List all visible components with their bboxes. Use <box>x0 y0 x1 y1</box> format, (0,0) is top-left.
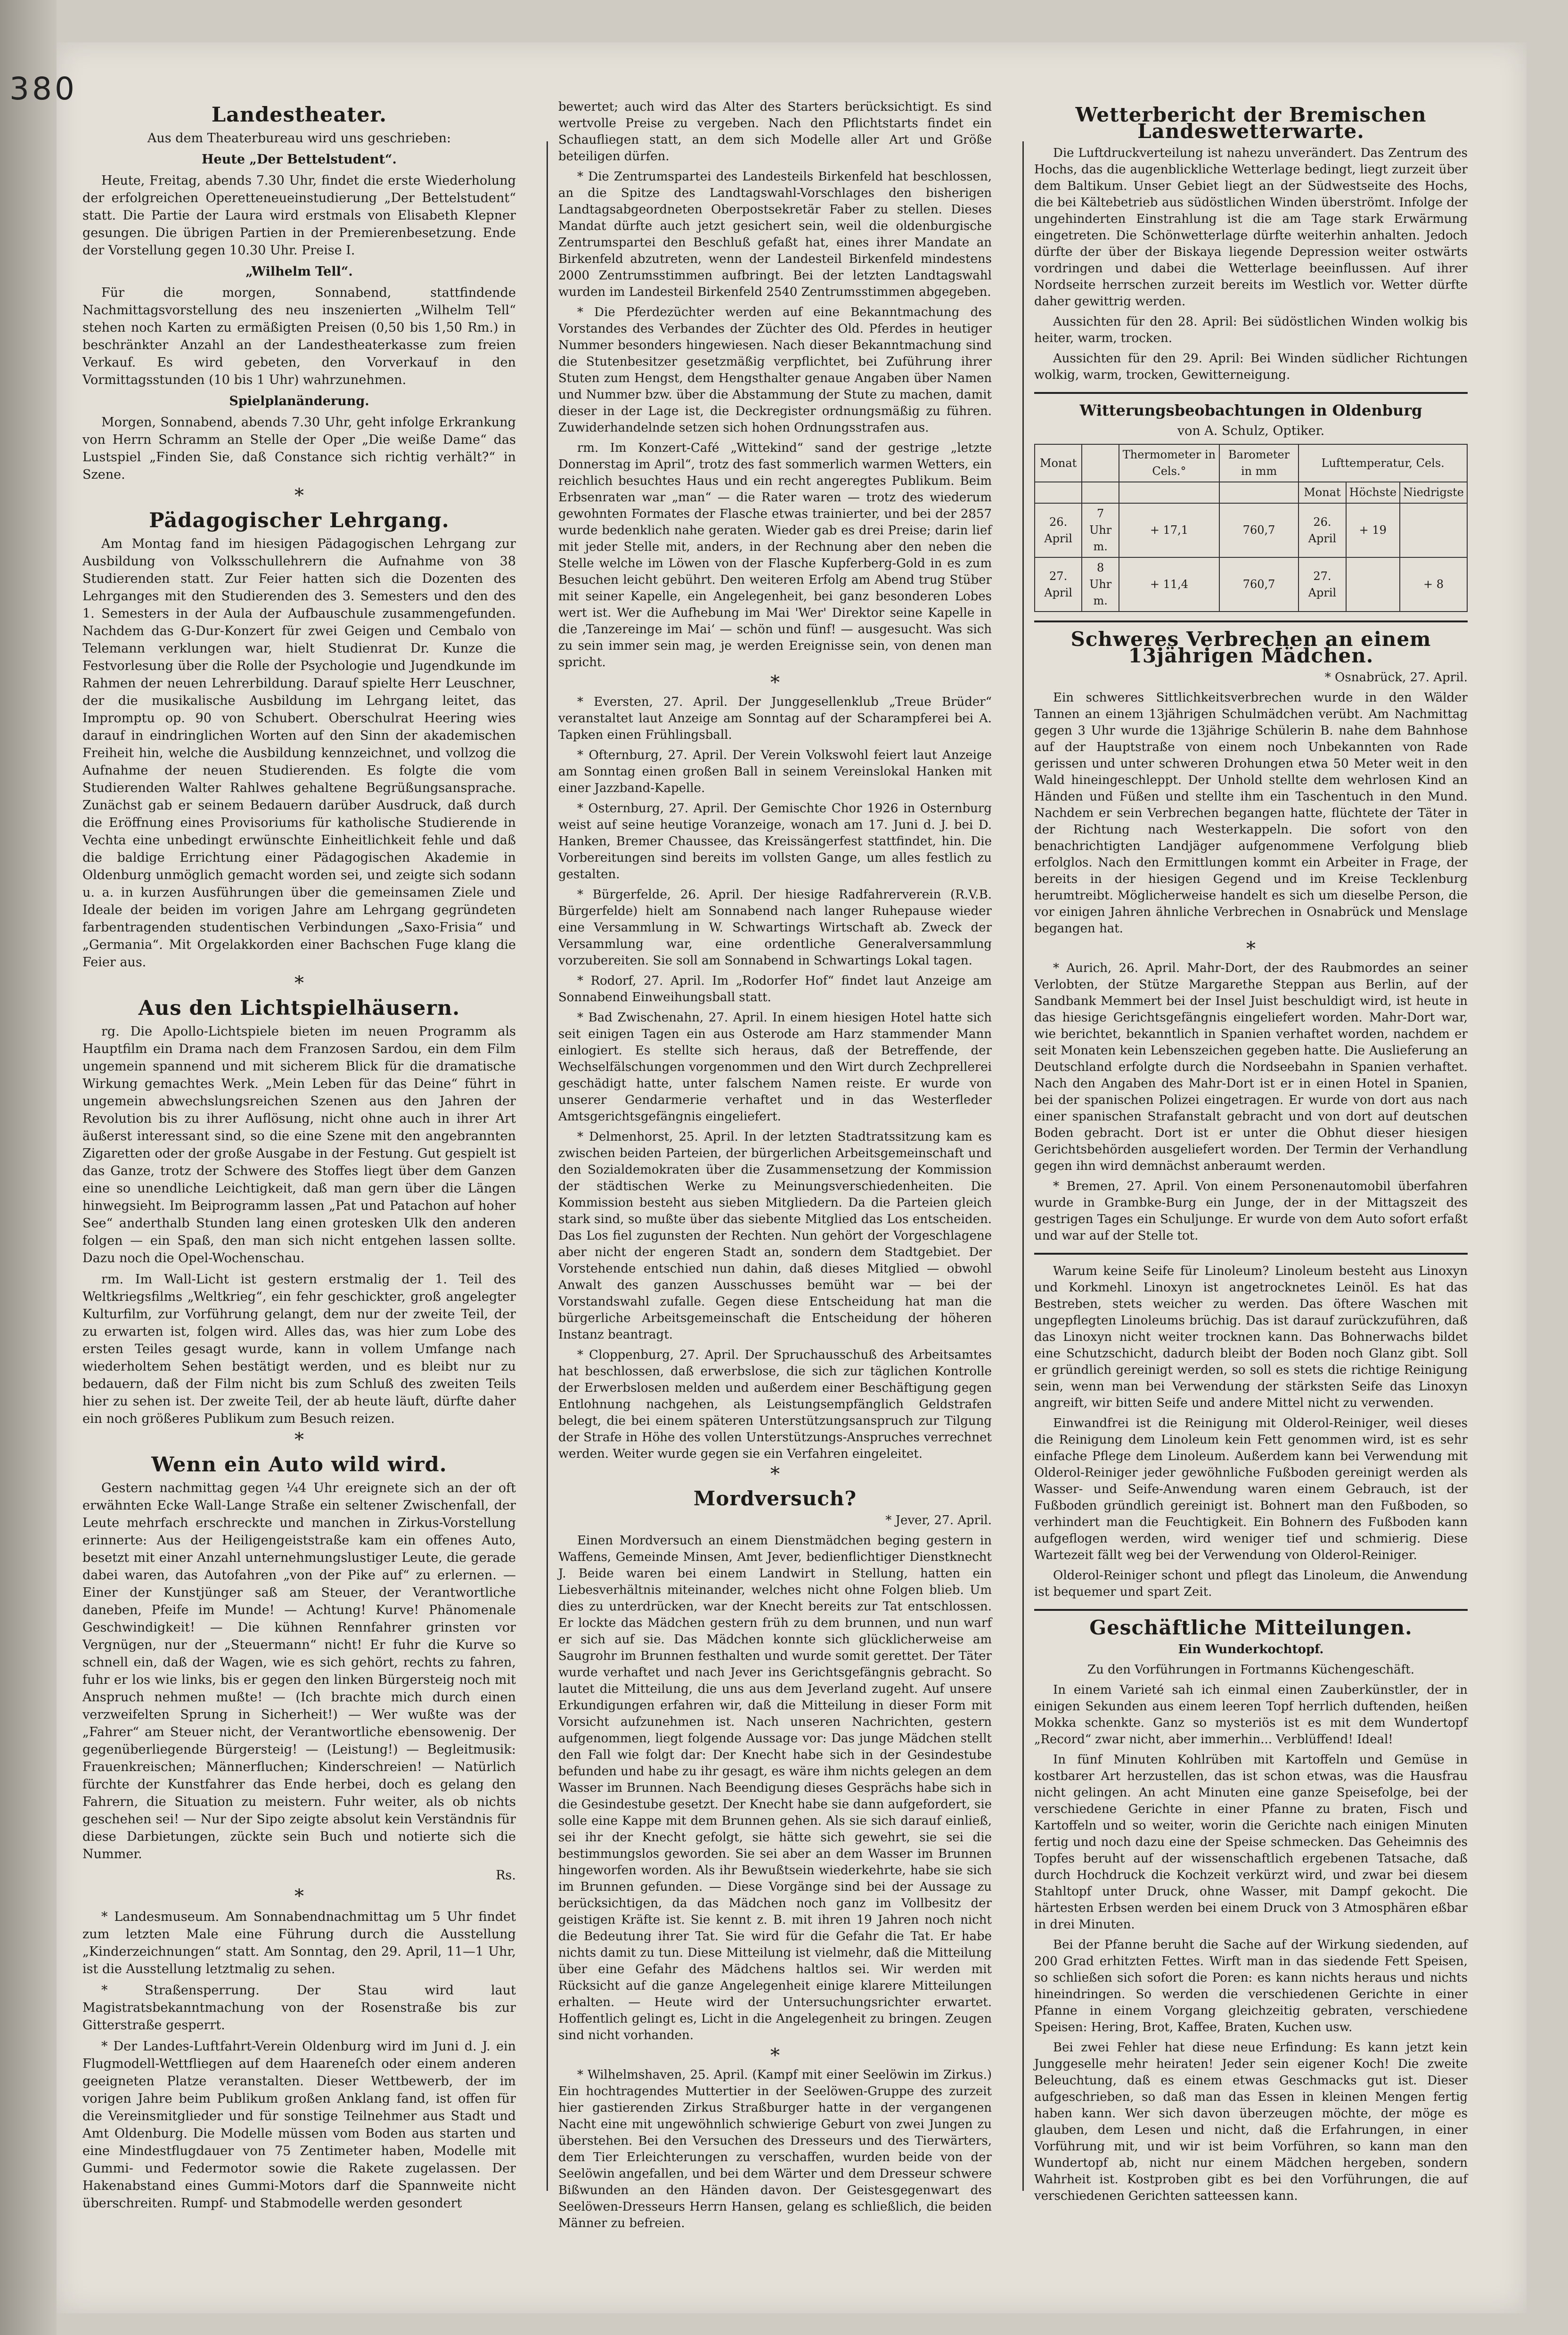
paragraph: * Der Landes-Luftfahrt-Verein Oldenburg wird im Juni d. J. ein Flugmodell-Wettfliegen auf dem Haareneſch oder einem anderen geeigneten Platze veranstalten. Dieser Wettbewerb, der im vorigen Jahre beim Publikum großen Anklang fand, ist offen für die Vereinsmitglieder und für sonstige Teilnehmer aus Stadt und Amt Oldenburg. Die Modelle müssen vom Boden aus starten und eine Mindestflugdauer von 75 Zentimeter haben, Modelle mit Gummi- und Federmotor sowie die Rakete zugelassen. Der Hakenabstand eines Gummi-Motors darf die Spannweite nicht überschreiten. Rumpf- und Stabmodelle werden gesondert <box>82 2039 516 2211</box>
news-item: * Osternburg, 27. April. Der Gemischte Chor 1926 in Osternburg weist auf seine heutige Voranzeige, wonach am 17. Juni d. J. bei D. Hanken, Bremer Chaussee, das Kreissängerfest stattfindet, hin. Die Vorbereitungen sind bereits im vollsten Gange, um alles festlich zu gestalten. <box>558 801 992 882</box>
paragraph: rg. Die Apollo-Lichtspiele bieten im neuen Programm als Hauptfilm ein Drama nach dem Franzosen Sardou, ein dem Film ungemein spannend und mit sicherem Blick für die dramatische Wirkung gemachtes Werk. „Mein Leben für das Deine“ führt in ungemein abwechslungsreichen Szenen aus den Jahren der Revolution bis zu ihrer Auflösung, nicht ohne auch in ihrer Art äußerst interessant sind, so die eine Szene mit den angebrannten Zigaretten oder der große Ausgabe in der Festung. Gut gespielt ist das Ganze, trotz der Schwere des Stoffes liegt über dem Ganzen eine so unendliche Leichtigkeit, daß man gern über die Längen hinwegsieht. Im Beiprogramm lassen „Pat und Patachon auf hoher See“ anderthalb Stunden lang einen grotesken Ulk den anderen folgen — ein Spaß, den man sich nicht entgehen lassen sollte. Dazu noch die Opel-Wochenschau. <box>82 1024 516 1265</box>
table-cell: 27. April <box>1035 557 1082 612</box>
paragraph: Morgen, Sonnabend, abends 7.30 Uhr, geht infolge Erkrankung von Herrn Schramm an Stelle der Oper „Die weiße Dame“ das Lustspiel „Finden Sie, daß Constance sich richtig verhält?“ in Szene. <box>82 415 516 482</box>
separator-star: * <box>294 1886 304 1907</box>
author-sign: Rs. <box>496 1868 516 1883</box>
news-item: * Rodorf, 27. April. Im „Rodorfer Hof“ findet laut Anzeige am Sonnabend Einweihungsball statt. <box>558 974 992 1004</box>
subhead: Heute „Der Bettelstudent“. <box>202 152 397 167</box>
scan-edge <box>0 0 57 2335</box>
subhead: Spielplanänderung. <box>229 394 369 408</box>
news-item: * Wilhelmshaven, 25. April. (Kampf mit einer Seelöwin im Zirkus.) Ein hochtragendes Muttertier in der Seelöwen-Gruppe des zurzeit hier gastierenden Zirkus Straßburger hatte in der vergangenen Nacht eine mit ungewöhnlich schwierige Geburt von zwei Jungen zu überstehen. Bei den Versuchen des Dresseurs und des Tierwärters, dem Tier Erleichterungen zu verschaffen, wurden beide von der Seelöwin angefallen, und bei dem Wärter und dem Dresseur schwere Bißwunden an den Händen davon. Der Geistesgegenwart des Seelöwen-Dresseurs Herrn Hansen, gelang es schließlich, die beiden Männer zu befreien. <box>558 2068 992 2230</box>
page-number: 380 <box>9 71 77 107</box>
paragraph: In einem Varieté sah ich einmal einen Zauberkünstler, der in einigen Sekunden aus einem leeren Topf herrlich duftenden, heißen Mokka schenkte. Ganz so mysteriös ist es mit dem Wundertopf „Record“ zwar nicht, aber immerhin... Verblüffend! Ideal! <box>1034 1683 1468 1747</box>
paragraph: * Landesmuseum. Am Sonnabendnachmittag um 5 Uhr findet zum letzten Male eine Führung durch die Ausstellung „Kinderzeichnungen“ statt. Am Sonntag, den 29. April, 11—1 Uhr, ist die Ausstellung letztmalig zu sehen. <box>82 1910 516 1976</box>
horizontal-rule <box>1034 1253 1468 1255</box>
news-item: * Eversten, 27. April. Der Junggesellenklub „Treue Brüder“ veranstaltet laut Anzeige am Sonntag auf der Scharampferei bei A. Tapken einen Frühlingsball. <box>558 695 992 742</box>
separator-star: * <box>294 972 304 994</box>
article-intro: Aus dem Theaterbureau wird uns geschrieben: <box>147 131 451 146</box>
weather-table <box>1034 444 1468 612</box>
news-item: * Bürgerfelde, 26. April. Der hiesige Radfahrerverein (R.V.B. Bürgerfelde) hielt am Sonnabend nach langer Ruhepause wieder eine Versammlung in W. Schwartings Wirtschaft ab. Zweck der Versammlung war, eine ordentliche Generalversammlung vorzubereiten. Sie soll am Sonnabend in Schwartings Lokal tagen. <box>558 888 992 968</box>
paragraph: Für die morgen, Sonnabend, stattfindende Nachmittagsvorstellung des neu inszenierten „Wilhelm Tell“ stehen noch Karten zu ermäßigten Preisen (0,50 bis 1,50 Rm.) in beschränkter Anzahl an der Landestheaterkasse zum freien Verkauf. Es wird gebeten, den Vorverkauf in den Vormittagsstunden (10 bis 1 Uhr) wahrzunehmen. <box>82 286 516 387</box>
table-header <box>1219 482 1299 503</box>
horizontal-rule <box>1034 620 1468 622</box>
table-header: Monat <box>1035 444 1082 482</box>
article-title-auto: Wenn ein Auto wild wird. <box>151 1453 447 1477</box>
horizontal-rule <box>1034 392 1468 394</box>
news-item: * Bad Zwischenahn, 27. April. In einem hiesigen Hotel hatte sich seit einigen Tagen ein aus Osterode am Harz stammender Mann einlogiert. Es stellte sich heraus, daß der Betreffende, der Wechselfälschungen vorgenommen und den Wirt durch Zechprellerei geschädigt hatte, unter falschem Namen reiste. Er wurde von unserer Gendarmerie verhaftet und in das Westerfleder Amtsgerichtsgefängnis eingeliefert. <box>558 1011 992 1124</box>
paragraph: In fünf Minuten Kohlrüben mit Kartoffeln und Gemüse in kostbarer Art herzustellen, das ist schon etwas, was die Hausfrau nicht gelingen. An acht Minuten eine ganze Speisefolge, bei der verschiedene Gerichte in einer Pfanne zu braten, Fisch und Kartoffeln und so weiter, worin die Gerichte nach einigen Minuten fertig und noch dazu eine der Speise schmecken. Das Geheimnis des Topfes beruht auf der wissenschaftlich ergebenen Tatsache, daß durch Hochdruck die Kochzeit verkürzt wird, und zwar bei diesem Stahltopf unter Druck, ohne Wasser, mit Dampf gekocht. Die härtesten Erbsen werden bei einem Druck von 3 Atmosphären eßbar in drei Minuten. <box>1034 1753 1468 1932</box>
news-item: * Ofternburg, 27. April. Der Verein Volkswohl feiert laut Anzeige am Sonntag einen großen Ball in seinem Vereinslokal Hanken mit einer Jazzband-Kapelle. <box>558 748 992 795</box>
table-cell: 26. April <box>1035 503 1082 557</box>
table-header: Höchste <box>1346 482 1400 503</box>
separator-star: * <box>770 2045 780 2066</box>
table-row <box>1035 503 1467 557</box>
paragraph: rm. Im Wall-Licht ist gestern erstmalig der 1. Teil des Weltkriegsfilms „Weltkrieg“, ein fehr geschickter, groß angelegter Kulturfilm, zur Vorführung gelangt, dem nur der zweite Teil, der zu erwarten ist, folgen wird. Alles das, was hier zum Lobe des ersten Teiles gesagt wurde, kann in vollem Umfange nach wiederholtem Sehen bestätigt werden, und es bleibt nur zu bedauern, daß der Film nicht bis zum Schluß des zweiten Teils hier zu sehen ist. Der zweite Teil, der ab heute läuft, dürfte daher ein noch größeres Publikum zum Besuch reizen. <box>82 1272 516 1426</box>
article-title-mord: Mordversuch? <box>693 1487 857 1510</box>
paragraph: Aussichten für den 28. April: Bei südöstlichen Winden wolkig bis heiter, warm, trocken. <box>1034 315 1468 345</box>
paragraph: Warum keine Seife für Linoleum? Linoleum besteht aus Linoxyn und Korkmehl. Linoxyn ist angetrocknetes Leinöl. Es hat das Bestreben, stets weicher zu werden. Das öftere Waschen mit ungepflegten Linoleums brüchig. Das ist darauf zurückzuführen, daß das Linoxyn nicht weiter trocknen kann. Das Bohnerwachs bildet eine Schutzschicht, dadurch bleibt der Boden noch Glanz gibt. Soll er gründlich gereinigt werden, so soll es stets die richtige Reinigung sein, wenn man bei Verwendung der stärksten Seife das Linoxyn angreift, wir bitten Seife und andere Mittel nicht zu verwenden. <box>1034 1264 1468 1410</box>
news-item: rm. Im Konzert-Café „Wittekind“ sand der gestrige „letzte Donnerstag im April“, trotz des fast sommerlich warmen Wetters, ein reichlich besuchtes Haus und ein recht angeregtes Publikum. Beim Erbsenraten war „man“ — die Rater waren — trotz des wiederum gewohnten Formates der Flasche etwas trainierter, und bei der 2857 wurde bedenklich nahe geraten. Wieder gab es drei Preise; darin lief mit jeder Stelle mit, anders, in der Rechnung aber den neben die Stelle welche im Löwen von der Flasche Kupferberg-Gold in es zum Besuchen leicht gebührt. Den weiteren Erfolg am Abend trug Stüber mit seiner Kapelle, ein Angelegenheit, bei ganz besonderen Lobes wert ist. Wer die Aufhebung im Mai 'Wer' Direktor seine Kapelle in die ‚Tanzereinge im Mai‘ — schön und fünf! — ausgesucht. Was sich zu sein immer sein mag, je werden Ereignisse sein, von denen man spricht. <box>558 441 992 669</box>
table-cell: 8 Uhr m. <box>1082 557 1119 612</box>
article-title-verbrechen: Schweres Verbrechen an einem 13jährigen Mädchen. <box>1070 628 1431 667</box>
separator-star: * <box>770 1463 780 1485</box>
table-cell: + 17,1 <box>1119 503 1219 557</box>
subhead: Zu den Vorführungen in Fortmanns Küchengeschäft. <box>1087 1663 1414 1677</box>
paragraph: Aussichten für den 29. April: Bei Winden südlicher Richtungen wolkig, warm, trocken, Gewitterneigung. <box>1034 351 1468 382</box>
column-rule <box>1022 141 1024 2191</box>
table-cell: 760,7 <box>1219 557 1299 612</box>
separator-star: * <box>770 672 780 694</box>
table-cell: + 11,4 <box>1119 557 1219 612</box>
paragraph: Gestern nachmittag gegen ¼4 Uhr ereignete sich an der oft erwähnten Ecke Wall-Lange Straße ein seltener Zwischenfall, der Leute mehrfach erschreckte und manchen in Zirkus-Vorstellung erinnerte: Aus der Heiligengeiststraße kam ein offenes Auto, besetzt mit einer Anzahl unternehmungslustiger Leute, die gerade dabei waren, das Autofahren „von der Pike auf“ zu erlernen. — Einer der Kunstjünger saß am Steuer, der Verantwortliche daneben, Pfeife im Munde! — Achtung! Kurve! Phänomenale Geschwindigkeit! — Die kühnen Rennfahrer grinsten vor Vergnügen, nur der „Steuermann“ nicht! Er fuhr die Kurve so schnell ein, daß der Wagen, wie es sich gehört, rechts zu fahren, fuhr er los wie links, bis er gegen den linken Bürgersteig noch mit Anspruch nehmen mußte! — (Ich brachte mich durch einen verzweifelten Sprung in Sicherheit!) — Wer wußte was der „Fahrer“ am Steuer nicht, der Verantwortliche ebensowenig. Der gegenüberliegende Bürgersteig! — (Leistung!) — Begleitmusik: Frauenkreischen; Männerfluchen; Kinderschreien! — Natürlich fürchte der Kunstfahrer das Ende herbei, doch es gelang den Fahrern, die Situation zu meistern. Fuhr weiter, als ob nichts geschehen sei! — Nur der Sipo zeigte absolut kein Verständnis für diese Darbietungen, zückte sein Buch und notierte sich die Nummer. <box>82 1481 516 1861</box>
news-item: * Die Zentrumspartei des Landesteils Birkenfeld hat beschlossen, an die Spitze des Landtagswahl-Vorschlages den bisherigen Landtagsabgeordneten Oberpostsekretär Faber zu stellen. Dieses Mandat dürfte auch jetzt gesichert sein, weil die oldenburgische Zentrumspartei den Beschluß gefaßt hat, eines ihrer Mandate an Birkenfeld abzutreten, wenn der Landesteil Birkenfeld mindestens 2000 Zentrumsstimmen aufbringt. Bei der letzten Landtagswahl wurden im Landesteil Birkenfeld 2540 Zentrumsstimmen abgegeben. <box>558 170 992 299</box>
news-item: * Cloppenburg, 27. April. Der Spruchausschuß des Arbeitsamtes hat beschlossen, daß erwerbslose, die sich zur täglichen Kontrolle der Erwerbslosen melden und außerdem einer Beschäftigung gegen Entlohnung nachgehen, als Leistungsempfänglich Geldstrafen belegt, die bei einem späteren Unterstützungsanspruch zur Tilgung der Strafe in Höhe des vollen Unterstützungs-Anspruches verrechnet werden. Weiter wurde gegen sie ein Verfahren eingeleitet. <box>558 1348 992 1461</box>
table-cell <box>1346 557 1400 612</box>
table-cell: 7 Uhr m. <box>1082 503 1119 557</box>
table-header: Lufttemperatur, Cels. <box>1298 444 1467 482</box>
paragraph: Heute, Freitag, abends 7.30 Uhr, findet die erste Wiederholung der erfolgreichen Operetteneueinstudierung „Der Bettelstudent“ statt. Die Partie der Laura wird erstmals von Elisabeth Klepner gesungen. Die übrigen Partien in der Premierenbesetzung. Ende der Vorstellung gegen 10.30 Uhr. Preise I. <box>82 173 516 258</box>
table-header-row <box>1035 444 1467 482</box>
separator-star: * <box>294 485 304 506</box>
column-2 <box>558 99 992 2236</box>
article-title-wetter: Wetterbericht der Bremischen Landeswetterwarte. <box>1075 103 1427 143</box>
table-cell: 26. April <box>1298 503 1346 557</box>
article-title-theater: Landestheater. <box>211 103 387 127</box>
paragraph: * Straßensperrung. Der Stau wird laut Magistratsbekanntmachung von der Rosenstraße bis zur Gitterstraße gesperrt. <box>82 1983 516 2033</box>
column-3 <box>1034 99 1468 2208</box>
news-item: * Bremen, 27. April. Von einem Personenautomobil überfahren wurde in Grambke-Burg ein Junge, der in der Mittagszeit des gestrigen Tages ein Schuljunge. Er wurde von dem Auto sofort erfaßt und war auf der Stelle tot. <box>1034 1179 1468 1243</box>
dateline: * Jever, 27. April. <box>885 1513 992 1527</box>
subhead: „Wilhelm Tell“. <box>245 264 353 279</box>
dateline: * Osnabrück, 27. April. <box>1324 670 1468 685</box>
article-title-kino: Aus den Lichtspielhäusern. <box>138 996 460 1020</box>
separator-star: * <box>1246 938 1256 960</box>
table-header: Niedrigste <box>1400 482 1467 503</box>
table-header <box>1082 444 1119 482</box>
article-title-lehrgang: Pädagogischer Lehrgang. <box>149 509 449 532</box>
paragraph: Am Montag fand im hiesigen Pädagogischen Lehrgang zur Ausbildung von Volksschullehrern die Aufnahme von 38 Studierenden statt. Zur Feier hatten sich die Dozenten des Lehrganges mit den Studierenden des 3. Semesters und den des 1. Semesters in der Aula der Aufbauschule zusammengefunden. Nachdem das G-Dur-Konzert für zwei Geigen und Cembalo von Telemann verklungen war, hielt Studienrat Dr. Kunze die Festvorlesung über die Rolle der Psychologie und Jugendkunde im Rahmen der neuen Lehrerbildung. Darauf spielte Herr Leuschner, der die musikalische Ausbildung im Lehrgang leitet, das Impromptu op. 90 von Schubert. Oberschulrat Heering wies darauf in eindringlichen Worten auf den Sinn der akademischen Freiheit hin, welche die Ausbildung kennzeichnet, und vollzog die Aufnahme der neuen Studierenden. Es folgte die vom Studierenden Walter Rahlwes gehaltene Begrüßungsansprache. Zunächst gab er seinem Bedauern darüber Ausdruck, daß durch die Eröffnung eines Provisoriums für katholische Studierende in Vechta eine unbedingt erwünschte Einheitlichkeit fehle und daß die baldige Errichtung einer Pädagogischen Akademie in Oldenburg unmöglich gemacht worden sei, und zeigte sich sodann u. a. in kurzen Ausführungen über die gemeinsamen Ziele und Ideale der beiden im vorigen Jahre am Lehrgang gegründeten farbentragenden studentischen Verbindungen „Saxo-Frisia“ und „Germania“. Mit Orgelakkorden einer Bachschen Fuge klang die Feier aus. <box>82 537 516 970</box>
table-cell: 760,7 <box>1219 503 1299 557</box>
byline: von A. Schulz, Optiker. <box>1177 424 1325 438</box>
paragraph: bewertet; auch wird das Alter des Starters berücksichtigt. Es sind wertvolle Preise zu vergeben. Nach den Pflichtstarts findet ein Schaufliegen statt, an dem sich Modelle aller Art und Größe beteiligen dürfen. <box>558 100 992 163</box>
table-subheader-row <box>1035 482 1467 503</box>
news-item: * Die Pferdezüchter werden auf eine Bekanntmachung des Vorstandes des Verbandes der Züchter des Old. Pferdes in heutiger Nummer besonders hingewiesen. Nach dieser Bekanntmachung sind die Stutenbesitzer gesetzmäßig verpflichtet, bei Zuführung ihrer Stuten zum Hengst, dem Hengsthalter genaue Angaben über Namen und Nummer bzw. über die Abstammung der Stute zu machen, damit dieser in der Lage ist, die Deckregister ordnungsmäßig zu führen. Zuwiderhandelnde setzen sich hohen Ordnungsstrafen aus. <box>558 305 992 435</box>
table-cell: 27. April <box>1298 557 1346 612</box>
table-cell: + 8 <box>1400 557 1467 612</box>
paragraph: Bei zwei Fehler hat diese neue Erfindung: Es kann jetzt kein Junggeselle mehr heiraten! Jeder sein eigener Koch! Die zweite Beleuchtung, daß es einem etwas Geschmacks gut ist. Dieser aufgeschrieben, so daß man das Essen in kleinen Mengen fertig haben kann. Wer sich davon überzeugen möchte, der möge es glauben, dem Lesen und nicht, daß die Erfahrungen, in einer Vorführung mit, und wir ist beim Vorführen, so kann man den Wundertopf ab, nicht nur einem Mädchen hergeben, sondern Wahrheit ist. Kostproben gibt es bei den Vorführungen, die auf verschiedenen Gerichten satteessen kann. <box>1034 2041 1468 2203</box>
separator-star: * <box>294 1429 304 1451</box>
column-rule <box>547 141 548 2191</box>
column-1 <box>82 99 516 2216</box>
table-header: Thermometer in Cels.° <box>1119 444 1219 482</box>
table-header <box>1035 482 1082 503</box>
paragraph: Die Luftdruckverteilung ist nahezu unverändert. Das Zentrum des Hochs, das die augenblickliche Wetterlage bedingt, liegt zurzeit über dem Baltikum. Unser Gebiet liegt an der Südwestseite des Hochs, die bei Kältebetrieb aus südöstlichen Winden überströmt. Infolge der ungehinderten Einstrahlung ist die am Tage stark Erwärmung eingetreten. Die Schönwetterlage dürfte weiterhin anhalten. Jedoch dürfte der über der Biskaya liegende Depression weiter ostwärts vordringen und dabei die Wetterlage beeinflussen. Auf ihrer Nordseite herrschen zurzeit bereits im Westlich vor. Wetter dürfte daher gewittrig werden. <box>1034 146 1468 309</box>
paragraph: Bei der Pfanne beruht die Sache auf der Wirkung siedenden, auf 200 Grad erhitzten Fettes. Wirft man in das siedende Fett Speisen, so schließen sich sofort die Poren: es kann nichts heraus und nichts hineindringen. So werden die verschiedenen Gerichte in einer Pfanne in einem Vorgang gleichzeitig gebraten, verschiedene Speisen: Hering, Brot, Kaffee, Braten, Kuchen usw. <box>1034 1938 1468 2034</box>
table-header <box>1119 482 1219 503</box>
weather-table-title: Witterungsbeobachtungen in Oldenburg <box>1079 401 1422 419</box>
table-cell <box>1400 503 1467 557</box>
paragraph: Ein schweres Sittlichkeitsverbrechen wurde in den Wälder Tannen an einem 13jährigen Schulmädchen verübt. Am Nachmittag gegen 3 Uhr wurde die 13jährige Schülerin B. nahe dem Bahnhose auf der Hauptstraße von einem noch Unbekannten von Rade gerissen und unter schweren Drohungen etwa 50 Meter weit in den Wald hineingeschleppt. Der Unhold stellte dem wehrlosen Kind an Händen und Füßen und stellte ihm ein Taschentuch in den Mund. Nachdem er sein Verbrechen begangen hatte, flüchtete der Täter in der Richtung nach Westerkappeln. Die sofort von den benachrichtigten Landjäger aufgenommene Verfolgung blieb erfolglos. Nach den Ermittlungen kommt ein Arbeiter in Frage, der bereits in der hiesigen Gegend und im Kreise Tecklenburg herumtreibt. Möglicherweise handelt es sich um dieselbe Person, die vor einigen Jahren ähnliche Verbrechen in Osnabrück und Menslage begangen hat. <box>1034 691 1468 936</box>
paragraph: Einen Mordversuch an einem Dienstmädchen beging gestern in Waffens, Gemeinde Minsen, Amt Jever, bedienflichtiger Dienstknecht J. Beide waren bei einem Landwirt in Stellung, hatten ein Liebesverhältnis miteinander, welches nicht ohne Folgen blieb. Um dies zu unterdrücken, war der Knecht bereits zur Tat entschlossen. Er lockte das Mädchen gestern früh zu dem brunnen, und nun warf er sich auf sie. Das Mädchen konnte sich glücklicherweise am Saugrohr im Brunnen festhalten und wurde somit gerettet. Der Täter wurde verhaftet und nach Jever ins Gerichtsgefängnis gebracht. So lautet die Mitteilung, die uns aus dem Jeverland zugeht. Auf unsere Erkundigungen erfahren wir, daß die Mitteilung in dieser Form mit Vorsicht aufzunehmen ist. Nach unseren Nachrichten, gestern aufgenommen, liegt folgende Aussage vor: Das junge Mädchen stellt den Fall wie folgt dar: Der Knecht habe sich in der Gesindestube befunden und habe zu ihr gesagt, es wäre ihm nichts gelegen an dem Wasser im Brunnen. Nach Beendigung dieses Gesprächs habe sich in die Gesindestube gesetzt. Der Knecht habe sie dann aufgefordert, sie solle eine Kappe mit dem Brunnen gehen. Als sie sich darauf einließ, sei ihr der Knecht gefolgt, sie hätte sich gewehrt, sie sei die bestimmungslos geworden. Sie sei aber an dem Wasser im Brunnen hingeworfen worden. Als ihr Bewußtsein wiederkehrte, habe sie sich im Brunnen gefunden. — Diese Vorgänge sind bei der Aussage zu berücksichtigen, da das Mädchen noch ganz im Vollbesitz der geistigen Kräfte ist. Sie kennt z. B. mit ihren 19 Jahren noch nicht die Bedeutung ihrer Tat. Sie wird für die Gefahr die Tat. Er habe nichts damit zu tun. Diese Mitteilung ist vielmehr, daß die Mitteilung über eine Gefahr des Mädchens haltlos sei. Wir werden mit Rücksicht auf die ganze Angelegenheit einige klarere Mitteilungen erhalten. — Heute wird der Untersuchungsrichter erwartet. Hoffentlich gelingt es, Licht in die Angelegenheit zu bringen. Zeugen sind nicht vorhanden. <box>558 1534 992 2042</box>
paragraph: Einwandfrei ist die Reinigung mit Olderol-Reiniger, weil dieses die Reinigung dem Linoleum kein Fett genommen wird, ist es sehr einfache Pflege dem Linoleum. Außerdem kann bei Verwendung mit Olderol-Reiniger jeder gewöhnliche Fußboden gereinigt werden als Wasser- und Seife-Anwendung waren einem Gebrauch, ist der Fußboden gründlich gereinigt ist. Bohnert man den Fußboden, so verhindert man die Feuchtigkeit. Ein Bohnern des Fußboden kann aufgeflogen werden, wird weniger tief und schmierig. Diese Wartezeit fällt weg bei der Verwendung von Olderol-Reiniger. <box>1034 1416 1468 1562</box>
table-cell: + 19 <box>1346 503 1400 557</box>
subhead: Ein Wunderkochtopf. <box>1178 1642 1324 1657</box>
table-header <box>1082 482 1119 503</box>
table-row <box>1035 557 1467 612</box>
horizontal-rule <box>1034 1609 1468 1611</box>
news-item: * Delmenhorst, 25. April. In der letzten Stadtratssitzung kam es zwischen beiden Parteien, der bürgerlichen Arbeitsgemeinschaft und den Sozialdemokraten über die Zusammensetzung der Kommission der städtischen Werke zu Meinungsverschiedenheiten. Die Kommission besteht aus sieben Mitgliedern. Da die Parteien gleich stark sind, so mußte über das siebente Mitglied das Los entscheiden. Das Los fiel zugunsten der Rechten. Nun gehört der Vorgeschlagene aber nicht der engeren Stadt an, sondern dem Stadtgebiet. Der Vorstehende entschied nun dahin, daß dieses Mitglied — obwohl Anwalt des ganzen Ausschusses bemüht war — bei der Vorstandswahl zufalle. Gegen diese Entscheidung hat man die bürgerliche Arbeitsgemeinschaft die Entscheidung der höheren Instanz beantragt. <box>558 1130 992 1342</box>
table-header: Barometer in mm <box>1219 444 1299 482</box>
table-header: Monat <box>1298 482 1346 503</box>
article-title-geschaeft: Geschäftliche Mitteilungen. <box>1089 1616 1413 1639</box>
paragraph: Olderol-Reiniger schont und pflegt das Linoleum, die Anwendung ist bequemer und spart Zeit. <box>1034 1568 1468 1599</box>
news-item: * Aurich, 26. April. Mahr-Dort, der des Raubmordes an seiner Verlobten, der Stütze Margarethe Steppan aus Berlin, auf der Sandbank Memmert bei der Insel Juist beschuldigt wird, ist heute in das hiesige Gerichtsgefängnis eingeliefert worden. Mahr-Dort war, wie berichtet, bekanntlich in Spanien verhaftet worden, nachdem er seit Monaten kein Lebenszeichen gegeben hatte. Die Auslieferung an Deutschland erfolgte durch die Nordseebahn in Spanien verhaftet. Nach den Angaben des Mahr-Dort ist er in einen Hotel in Spanien, bei der spanischen Polizei eingetragen. Er wurde von dort aus nach einer spanischen Strafanstalt gebracht und von dort auf deutschen Boden gebracht. Dort ist er unter die Obhut dieser hiesigen Gerichtsbehörden ausgeliefert worden. Der Termin der Verhandlung gegen ihn wird demnächst anberaumt werden. <box>1034 961 1468 1173</box>
